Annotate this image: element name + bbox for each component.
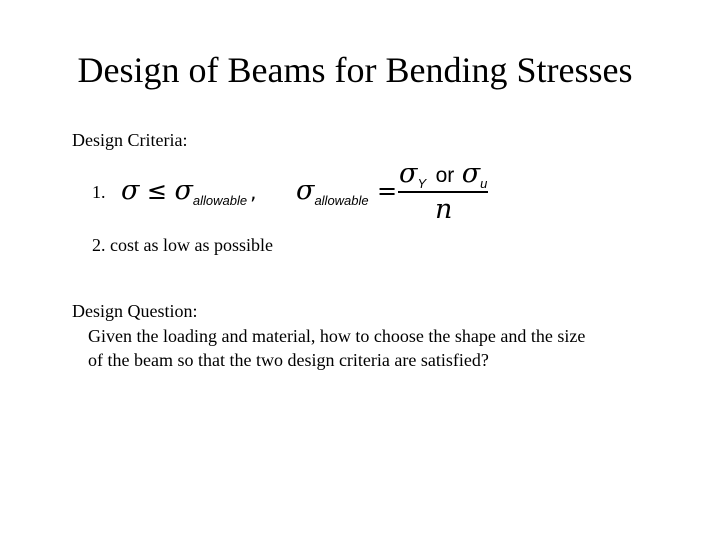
sigma-symbol: σ — [174, 175, 193, 206]
yield-subscript: Y — [417, 176, 427, 191]
sigma-symbol: σ — [121, 175, 140, 206]
or-word: or — [435, 164, 455, 187]
safety-factor-symbol: n — [435, 194, 453, 225]
allowable-subscript: allowable — [192, 193, 248, 208]
sigma-symbol: σ — [461, 158, 481, 189]
leq-symbol: ≤ — [146, 177, 167, 205]
slide-title: Design of Beams for Bending Stresses — [77, 50, 633, 90]
fraction-denominator — [435, 196, 452, 223]
criterion-1-number: 1. — [92, 182, 106, 202]
criterion-2: 2. cost as low as possible — [92, 235, 273, 255]
fraction-numerator — [399, 158, 488, 191]
fraction-bar — [398, 191, 488, 193]
ultimate-subscript: u — [480, 176, 488, 191]
allowable-stress-lhs — [296, 175, 369, 208]
comma: , — [250, 180, 257, 204]
stress-inequality — [121, 175, 257, 208]
question-heading: Design Question: — [72, 301, 198, 321]
sigma-symbol: σ — [399, 158, 418, 189]
sigma-symbol: σ — [296, 175, 315, 206]
allowable-subscript: allowable — [314, 193, 369, 208]
question-line-2: of the beam so that the two design criteria are satisfied? — [88, 350, 489, 370]
criteria-heading: Design Criteria: — [72, 130, 188, 150]
question-line-1: Given the loading and material, how to choose the shape and the size — [88, 326, 586, 346]
equals-sign: = — [377, 177, 398, 205]
